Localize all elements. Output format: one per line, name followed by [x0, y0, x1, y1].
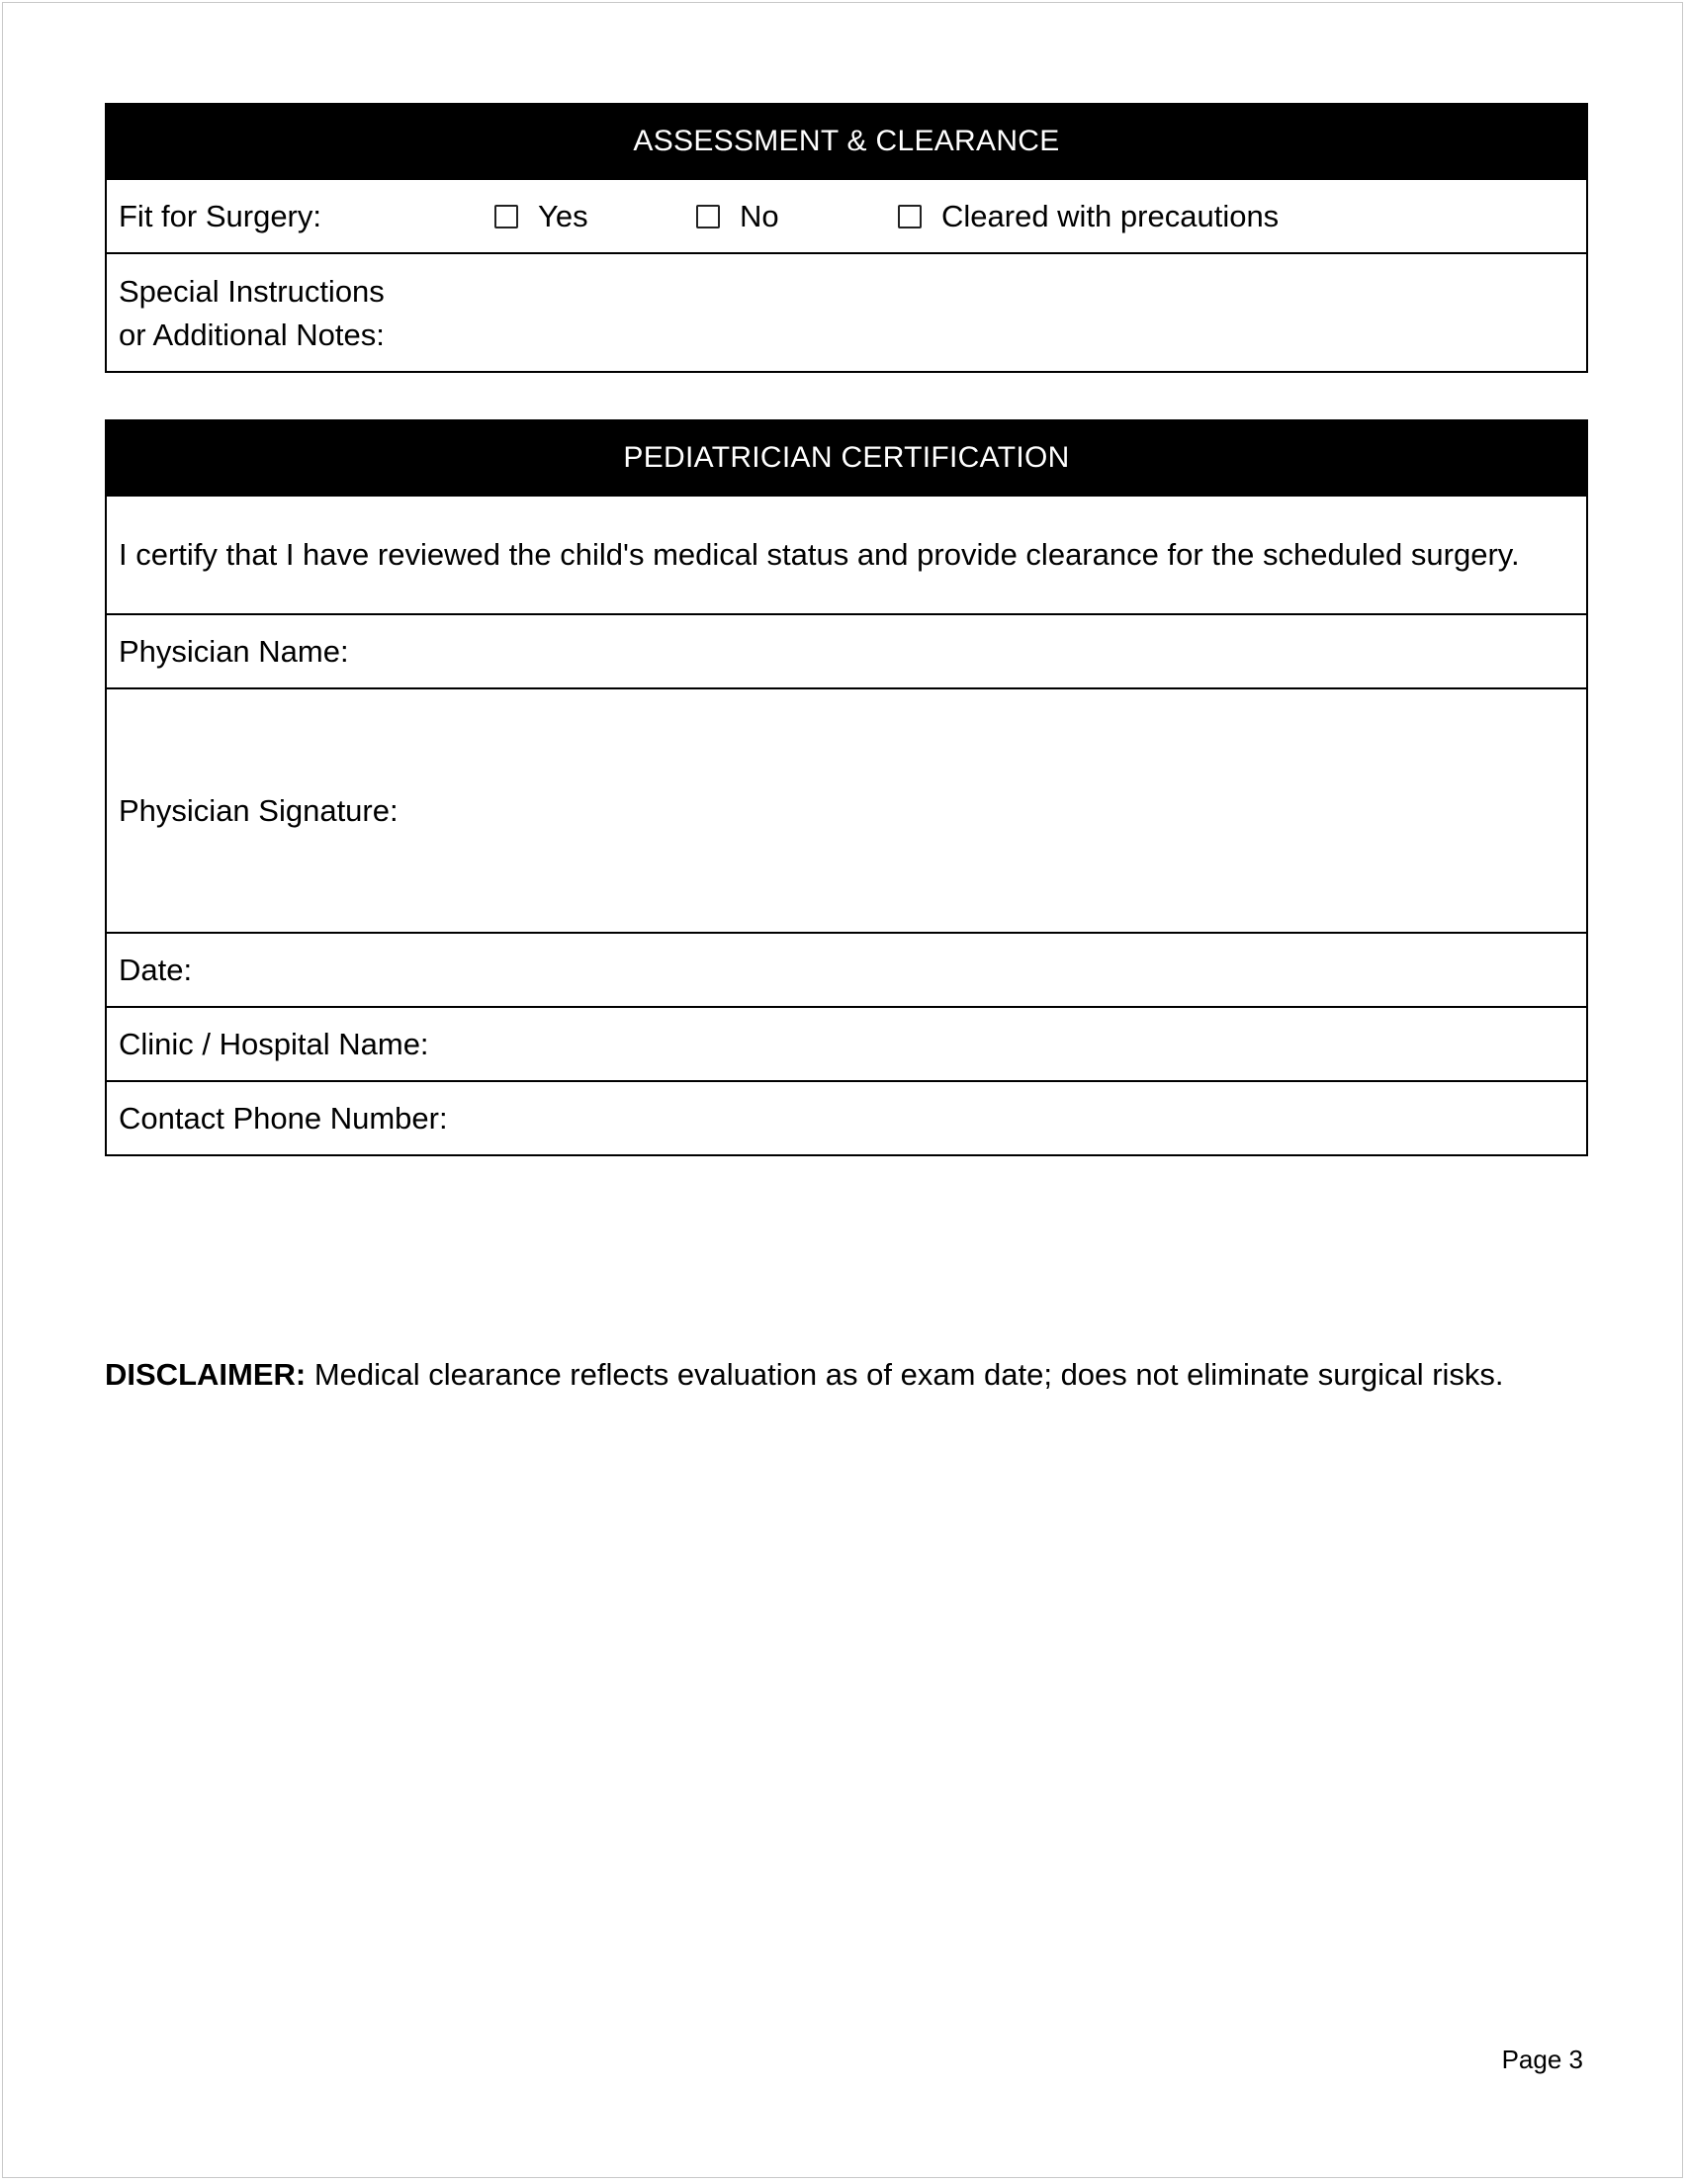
- date-row[interactable]: [107, 932, 1586, 1006]
- physician-name-label: Physician Name:: [119, 633, 349, 669]
- disclaimer-bold: DISCLAIMER:: [105, 1357, 307, 1392]
- no-checkbox-icon[interactable]: [696, 205, 720, 228]
- assessment-header: ASSESSMENT & CLEARANCE: [107, 105, 1586, 178]
- precautions-option[interactable]: [898, 199, 1279, 234]
- physician-signature-row[interactable]: [107, 687, 1586, 932]
- no-option[interactable]: [696, 199, 898, 234]
- yes-option-label: Yes: [538, 198, 588, 233]
- disclaimer: [105, 1357, 1598, 1393]
- special-instructions-row[interactable]: [107, 252, 1586, 371]
- phone-row[interactable]: [107, 1080, 1586, 1154]
- physician-signature-label: Physician Signature:: [119, 792, 399, 828]
- no-option-label: No: [740, 198, 779, 233]
- fit-for-surgery-row: [107, 178, 1586, 252]
- pediatrician-certification-table: [105, 419, 1588, 1156]
- date-label: Date:: [119, 952, 193, 987]
- precautions-option-label: Cleared with precautions: [941, 198, 1280, 233]
- special-instructions-label-line2: or Additional Notes:: [119, 318, 385, 352]
- page-number: Page 3: [1501, 2045, 1583, 2074]
- yes-checkbox-icon[interactable]: [494, 205, 518, 228]
- certification-statement: I certify that I have reviewed the child's medical status and provide clearance for the scheduled surgery.: [119, 537, 1520, 572]
- assessment-clearance-table: [105, 103, 1588, 373]
- fit-for-surgery-label: Fit for Surgery:: [119, 198, 321, 233]
- physician-name-row[interactable]: [107, 613, 1586, 687]
- form-page: [2, 2, 1683, 2178]
- certification-header: PEDIATRICIAN CERTIFICATION: [107, 421, 1586, 495]
- disclaimer-text: Medical clearance reflects evaluation as of exam date; does not eliminate surgical risks.: [306, 1357, 1504, 1392]
- precautions-checkbox-icon[interactable]: [898, 205, 922, 228]
- clinic-label: Clinic / Hospital Name:: [119, 1026, 429, 1061]
- yes-option[interactable]: [494, 199, 696, 234]
- certification-statement-row: [107, 495, 1586, 613]
- special-instructions-label-line1: Special Instructions: [119, 274, 385, 309]
- clinic-row[interactable]: [107, 1006, 1586, 1080]
- special-instructions-label: [119, 268, 385, 357]
- phone-label: Contact Phone Number:: [119, 1100, 448, 1136]
